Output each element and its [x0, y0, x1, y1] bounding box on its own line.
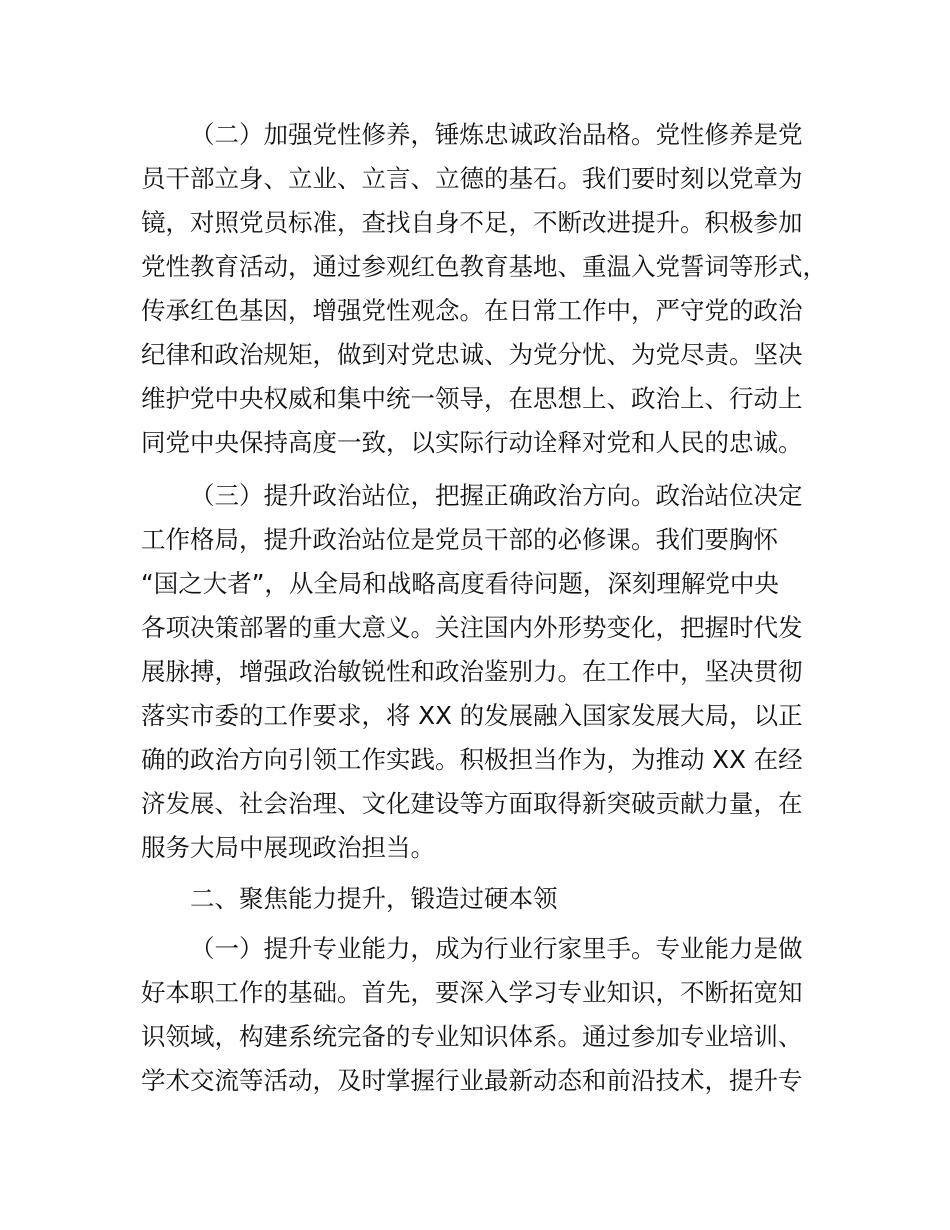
paragraph-line: 落实市委的工作要求，将 XX 的发展融入国家发展大局，以正 — [141, 701, 803, 730]
paragraph-line: 纪律和政治规矩，做到对党忠诚、为党分忧、为党尽责。坚决 — [141, 340, 803, 369]
paragraph-line: 传承红色基因，增强党性观念。在日常工作中，严守党的政治 — [141, 296, 803, 325]
paragraph-line: 好本职工作的基础。首先，要深入学习专业知识，不断拓宽知 — [141, 978, 803, 1007]
paragraph-line: 展脉搏，增强政治敏锐性和政治鉴别力。在工作中，坚决贯彻 — [141, 657, 803, 686]
section-heading: 二、聚焦能力提升，锻造过硬本领 — [190, 884, 558, 913]
paragraph-line: 镜，对照党员标准，查找自身不足，不断改进提升。积极参加 — [141, 208, 803, 237]
paragraph-line: “国之大者”，从全局和战略高度看待问题，深刻理解党中央 — [141, 569, 779, 598]
paragraph-line: 济发展、社会治理、文化建设等方面取得新突破贡献力量，在 — [141, 789, 803, 818]
paragraph-line: （二）加强党性修养，锤炼忠诚政治品格。党性修养是党 — [190, 120, 803, 149]
paragraph-line: 维护党中央权威和集中统一领导，在思想上、政治上、行动上 — [141, 384, 803, 413]
paragraph-line: 识领域，构建系统完备的专业知识体系。通过参加专业培训、 — [141, 1022, 803, 1051]
paragraph-line: （三）提升政治站位，把握正确政治方向。政治站位决定 — [190, 481, 803, 510]
paragraph-line: （一）提升专业能力，成为行业行家里手。专业能力是做 — [190, 934, 803, 963]
paragraph-line: 员干部立身、立业、立言、立德的基石。我们要时刻以党章为 — [141, 164, 803, 193]
paragraph-line: 工作格局，提升政治站位是党员干部的必修课。我们要胸怀 — [141, 525, 778, 554]
paragraph-line: 服务大局中展现政治担当。 — [141, 833, 435, 862]
paragraph-line: 确的政治方向引领工作实践。积极担当作为，为推动 XX 在经 — [141, 745, 803, 774]
paragraph-line: 各项决策部署的重大意义。关注国内外形势变化，把握时代发 — [141, 613, 803, 642]
paragraph-line: 同党中央保持高度一致，以实际行动诠释对党和人民的忠诚。 — [141, 428, 803, 457]
paragraph-line: 学术交流等活动，及时掌握行业最新动态和前沿技术，提升专 — [141, 1066, 803, 1095]
paragraph-line: 党性教育活动，通过参观红色教育基地、重温入党誓词等形式， — [141, 252, 827, 281]
